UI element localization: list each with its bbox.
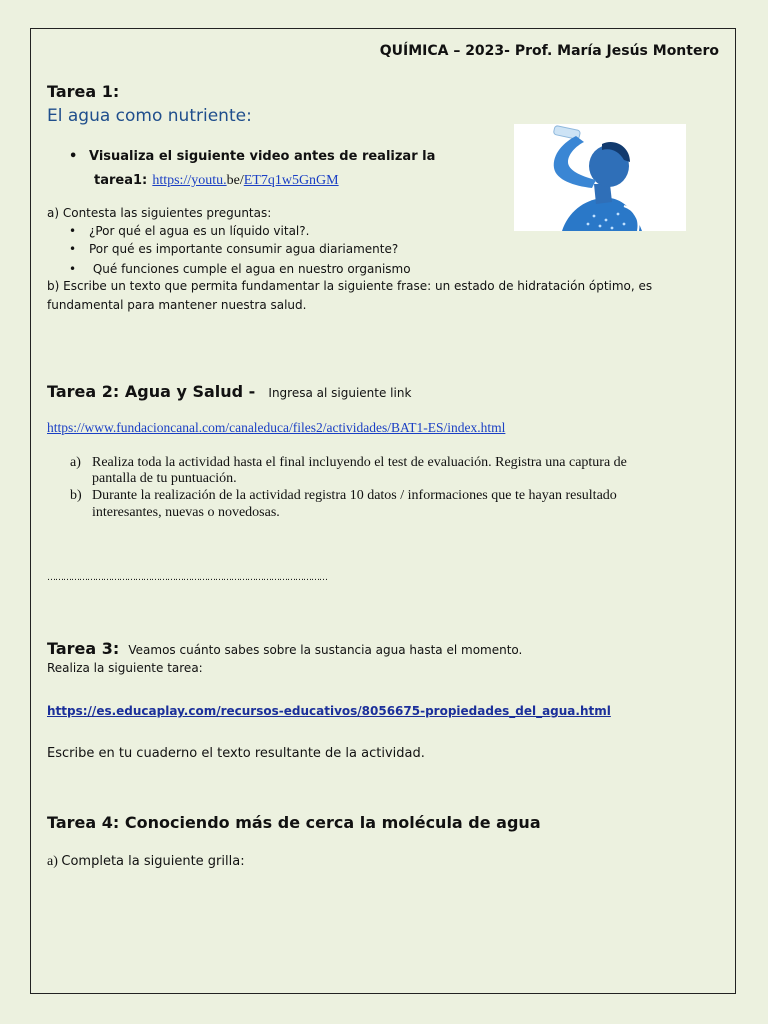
task1-b-line2: fundamental para mantener nuestra salud. [47,298,307,312]
task1-b-line1: b) Escribe un texto que permita fundamentar la siguiente frase: un estado de hidratación óptimo, es [47,279,653,293]
task2-item-b: b) Durante la realización de la actividad registra 10 datos / informaciones que te hayan resultado [70,488,617,503]
task3-heading-line [47,639,522,658]
video-link-part-1[interactable]: https://youtu. [152,173,227,188]
task1-questions-intro: a) Contesta las siguientes preguntas: [47,206,272,220]
task3-note: Veamos cuánto sabes sobre la sustancia agua hasta el momento. [128,643,523,657]
task1-bullet [69,149,435,164]
task2-link[interactable]: https://www.fundacioncanal.com/canaleduca/files2/actividades/BAT1-ES/index.html [47,420,506,435]
task4-item-a: a) Completa la siguiente grilla: [47,854,245,869]
task3-instruction: Escribe en tu cuaderno el texto resultante de la actividad. [47,746,425,761]
task1-question-1: • ¿Por qué el agua es un líquido vital?. [69,224,310,238]
task1-question-2: • Por qué es importante consumir agua diariamente? [69,242,399,256]
video-link-part-3[interactable]: ET7q1w5GnGM [243,173,339,188]
task2-note: Ingresa al siguiente link [268,386,412,400]
bullet-icon: • [69,149,78,164]
dotted-separator: …………………………………………………………………………………………… [47,573,327,583]
person-drinking-icon [514,124,686,231]
bullet-icon: • [69,262,77,276]
drinking-water-illustration [514,124,686,231]
task1-subtitle: El agua como nutriente: [47,106,252,126]
task2-item-a: a) Realiza toda la actividad hasta el final incluyendo el test de evaluación. Registra una captura de [70,455,627,470]
page-header: QUÍMICA – 2023- Prof. María Jesús Montero [379,43,719,59]
task1-video-line [94,169,339,189]
video-link-part-2: be/ [226,173,244,188]
task2-item-a-line2: pantalla de tu puntuación. [92,471,237,486]
task3-link[interactable]: https://es.educaplay.com/recursos-educativos/8056675-propiedades_del_agua.html [47,704,611,718]
task1-heading: Tarea 1: [47,82,120,101]
task2-heading: Tarea 2: Agua y Salud - [47,382,256,401]
task3-line2: Realiza la siguiente tarea: [47,661,203,675]
task3-heading: Tarea 3: [47,639,120,658]
bullet-icon: • [69,224,77,238]
bullet-icon: • [69,242,77,256]
task4-heading: Tarea 4: Conociendo más de cerca la molécula de agua [47,813,541,832]
page-frame [30,28,736,994]
task1-bullet-text-2: tarea1: [94,173,148,188]
task2-item-b-line2: interesantes, nuevas o novedosas. [92,505,280,520]
task1-bullet-text: Visualiza el siguiente video antes de realizar la [89,149,436,164]
task1-question-3: • Qué funciones cumple el agua en nuestro organismo [69,262,411,276]
task2-heading-line [47,382,411,401]
